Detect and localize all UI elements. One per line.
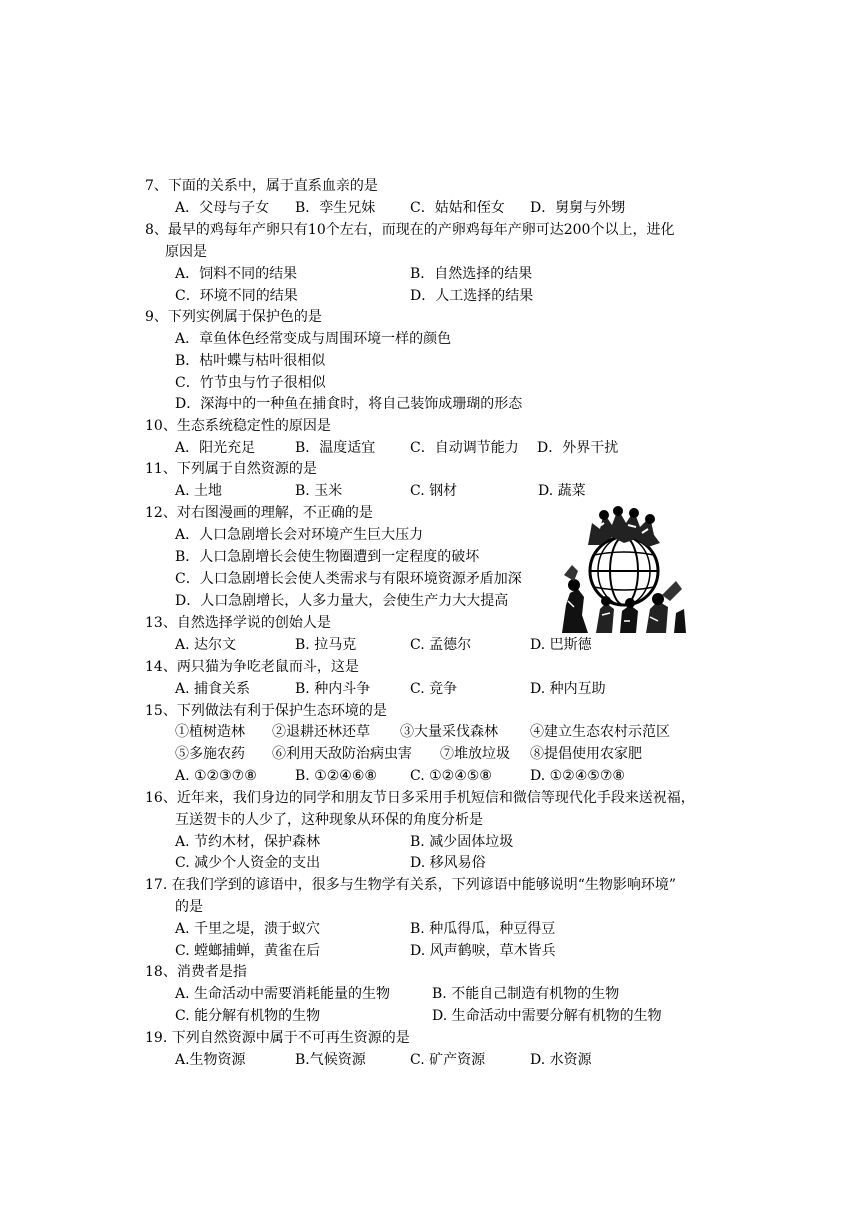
question-8-stem: 8、最早的鸡每年产卵只有10个左右，而现在的产卵鸡每年产卵可达200个以上，进化	[145, 222, 675, 238]
question-18-option-b: B. 不能自己制造有机物的生物	[432, 986, 620, 1002]
question-16-option-c: C. 减少个人资金的支出	[175, 855, 321, 871]
question-7-option-c: C．姑姑和侄女	[410, 200, 505, 216]
question-15-item-1: ①植树造林	[175, 724, 245, 740]
question-10-option-c: C．自动调节能力	[410, 440, 519, 456]
question-10-option-d: D．外界干扰	[537, 440, 619, 456]
question-17-option-a: A. 千里之堤，溃于蚁穴	[175, 921, 321, 937]
question-12-stem: 12、对右图漫画的理解，不正确的是	[145, 505, 373, 521]
question-17-option-b: B. 种瓜得瓜，种豆得豆	[410, 921, 556, 937]
question-9-option-a: A．章鱼体色经常变成与周围环境一样的颜色	[175, 331, 452, 347]
question-15-stem: 15、下列做法有利于保护生态环境的是	[145, 703, 387, 719]
question-14-option-b: B. 种内斗争	[295, 681, 371, 697]
question-16-option-d: D. 移风易俗	[410, 855, 486, 871]
question-15-item-3: ③大量采伐森林	[400, 724, 498, 740]
question-15-option-d: D. ①②④⑤⑦⑧	[530, 768, 625, 784]
question-16-option-b: B. 减少固体垃圾	[410, 834, 514, 850]
question-9-stem: 9、下列实例属于保护色的是	[145, 309, 322, 325]
question-8-stem-continued: 原因是	[165, 244, 207, 260]
question-8-option-b: B．自然选择的结果	[410, 266, 533, 282]
question-15-item-8: ⑧提倡使用农家肥	[530, 746, 642, 762]
question-15-option-c: C. ①②④⑤⑧	[410, 768, 492, 784]
question-15-item-5: ⑤多施农药	[175, 746, 245, 762]
question-11-option-d: D. 蔬菜	[538, 483, 586, 499]
question-11-stem: 11、下列属于自然资源的是	[145, 461, 317, 477]
question-14-option-d: D. 种内互助	[530, 681, 606, 697]
question-18-option-a: A. 生命活动中需要消耗能量的生物	[175, 986, 391, 1002]
question-17-option-d: D. 风声鹤唳，草木皆兵	[410, 943, 556, 959]
question-9-option-d: D．深海中的一种鱼在捕食时，将自己装饰成珊瑚的形态	[175, 396, 523, 412]
overpopulation-cartoon-image	[558, 505, 686, 633]
question-14-option-a: A. 捕食关系	[175, 681, 251, 697]
question-16-stem-continued: 互送贺卡的人少了，这种现象从环保的角度分析是	[175, 812, 483, 828]
question-11-option-b: B. 玉米	[295, 483, 343, 499]
question-9-option-b: B．枯叶蝶与枯叶很相似	[175, 353, 326, 369]
question-15-option-b: B. ①②④⑥⑧	[295, 768, 377, 784]
question-7-stem: 7、下面的关系中，属于直系血亲的是	[145, 178, 378, 194]
question-8-option-a: A．饲料不同的结果	[175, 266, 298, 282]
question-17-option-c: C. 螳螂捕蝉，黄雀在后	[175, 943, 321, 959]
question-8-option-c: C．环境不同的结果	[175, 288, 298, 304]
question-13-option-b: B. 拉马克	[295, 637, 357, 653]
question-14-option-c: C. 竞争	[410, 681, 458, 697]
question-13-option-c: C. 孟德尔	[410, 637, 472, 653]
question-18-option-c: C. 能分解有机物的生物	[175, 1008, 321, 1024]
question-16-stem: 16、近年来，我们身边的同学和朋友节日多采用手机短信和微信等现代化手段来送祝福，	[145, 790, 695, 806]
question-12-option-a: A．人口急剧增长会对环境产生巨大压力	[175, 527, 424, 543]
question-13-option-d: D. 巴斯德	[530, 637, 592, 653]
question-19-stem: 19. 下列自然资源中属于不可再生资源的是	[145, 1030, 410, 1046]
question-15-item-6: ⑥利用天敌防治病虫害	[272, 746, 412, 762]
question-18-stem: 18、消费者是指	[145, 964, 247, 980]
question-10-option-a: A．阳光充足	[175, 440, 256, 456]
question-10-stem: 10、生态系统稳定性的原因是	[145, 418, 331, 434]
question-7-option-b: B．孪生兄妹	[295, 200, 376, 216]
question-15-item-7: ⑦堆放垃圾	[440, 746, 510, 762]
question-15-item-2: ②退耕还林还草	[272, 724, 370, 740]
question-9-option-c: C．竹节虫与竹子很相似	[175, 375, 326, 391]
question-15-item-4: ④建立生态农村示范区	[530, 724, 670, 740]
question-16-option-a: A. 节约木材，保护森林	[175, 834, 321, 850]
question-11-option-c: C. 钢材	[410, 483, 458, 499]
question-13-stem: 13、自然选择学说的创始人是	[145, 615, 331, 631]
question-12-option-c: C．人口急剧增长会使人类需求与有限环境资源矛盾加深	[175, 571, 522, 587]
question-12-option-d: D．人口急剧增长，人多力量大，会使生产力大大提高	[175, 593, 509, 609]
question-7-option-d: D．舅舅与外甥	[530, 200, 626, 216]
question-17-stem: 17. 在我们学到的谚语中，很多与生物学有关系，下列谚语中能够说明“生物影响环境”	[145, 877, 677, 893]
question-8-option-d: D．人工选择的结果	[410, 288, 534, 304]
question-19-option-d: D. 水资源	[530, 1052, 592, 1068]
question-11-option-a: A. 土地	[175, 483, 223, 499]
question-14-stem: 14、两只猫为争吃老鼠而斗，这是	[145, 659, 359, 675]
question-12-option-b: B．人口急剧增长会使生物圈遭到一定程度的破坏	[175, 549, 480, 565]
question-13-option-a: A. 达尔文	[175, 637, 237, 653]
question-10-option-b: B．温度适宜	[295, 440, 376, 456]
question-17-stem-continued: 的是	[175, 899, 203, 915]
question-18-option-d: D. 生命活动中需要分解有机物的生物	[432, 1008, 662, 1024]
question-15-option-a: A. ①②③⑦⑧	[175, 768, 257, 784]
question-7-option-a: A．父母与子女	[175, 200, 270, 216]
question-19-option-b: B.气候资源	[295, 1052, 366, 1068]
question-19-option-c: C. 矿产资源	[410, 1052, 486, 1068]
question-19-option-a: A.生物资源	[175, 1052, 246, 1068]
